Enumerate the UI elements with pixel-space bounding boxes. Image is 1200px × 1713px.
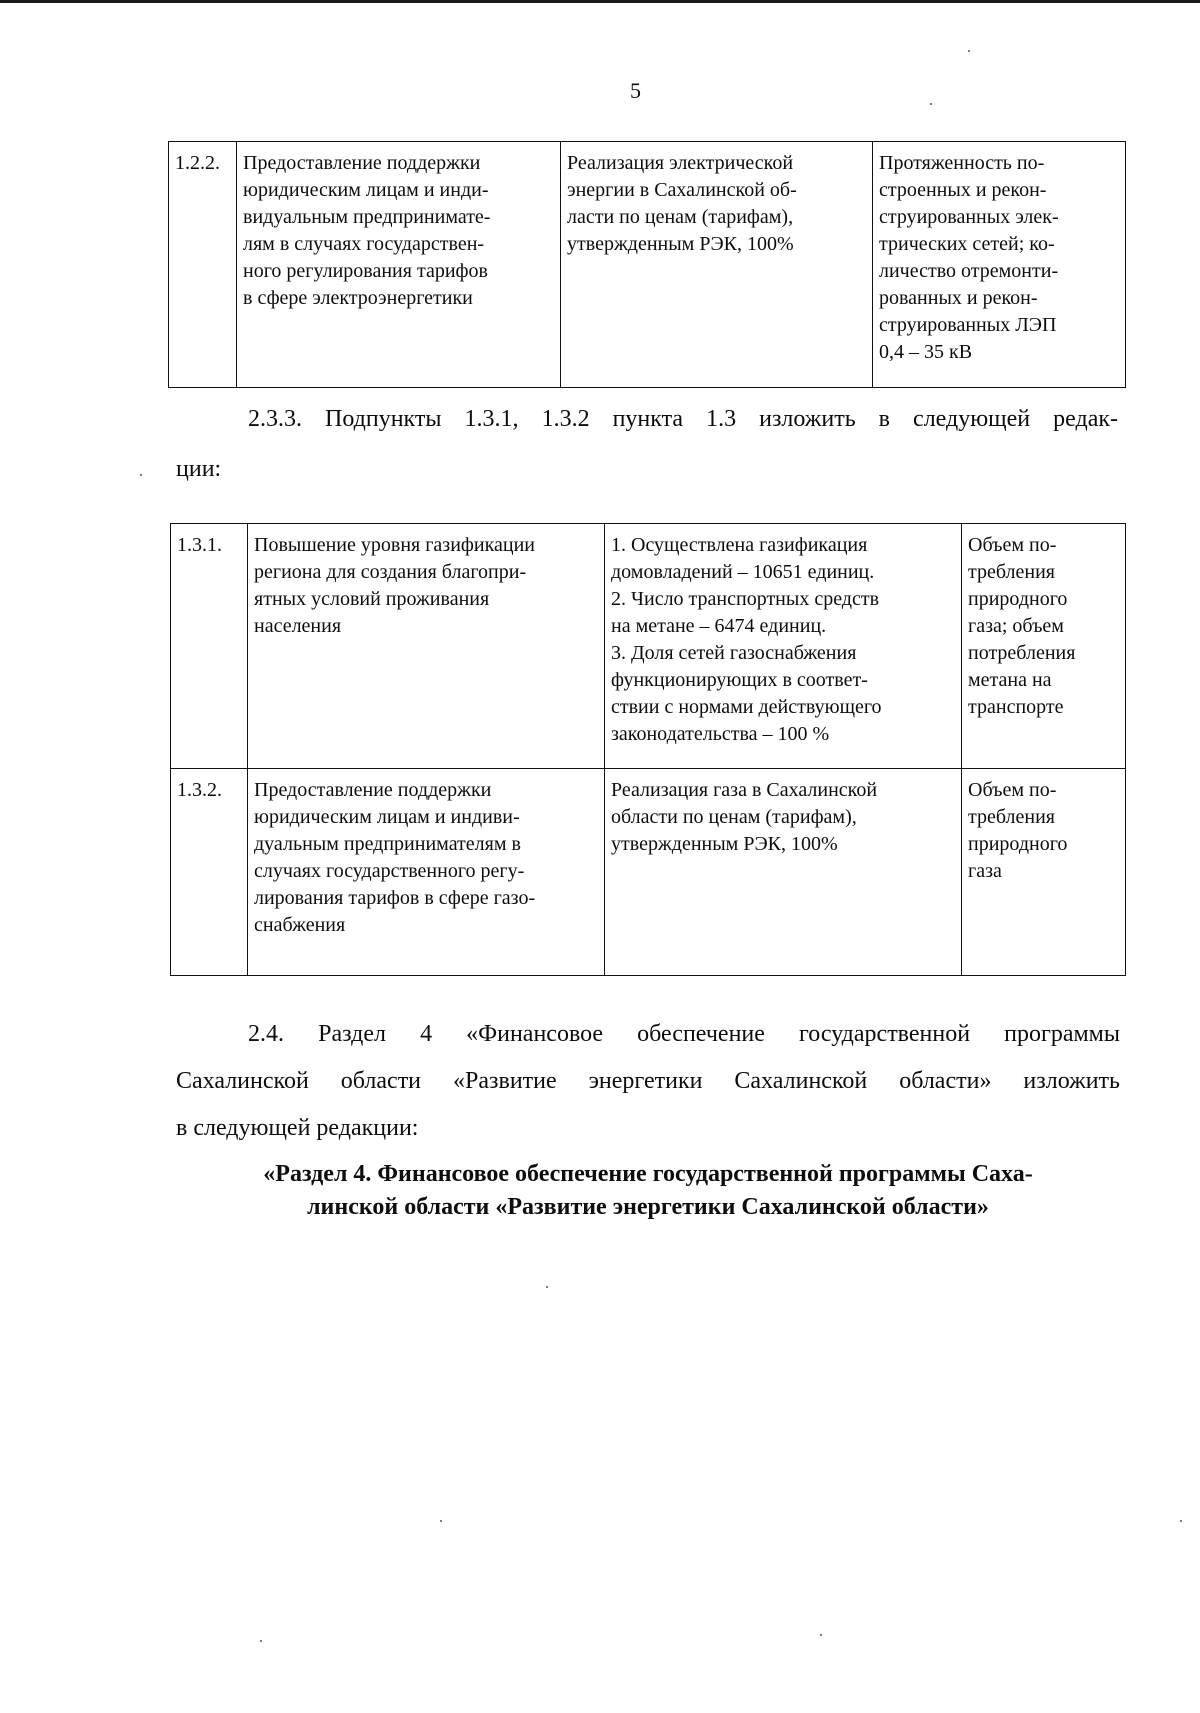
table-row: [171, 524, 1126, 769]
cell-line: 0,4 – 35 кВ: [879, 341, 973, 363]
cell-line: Объем по-: [968, 779, 1057, 801]
cell-indicator: [873, 142, 1126, 388]
cell-line: 3. Доля сетей газоснабжения: [611, 642, 857, 664]
cell-line: видуальным предпринимате-: [243, 206, 491, 228]
cell-line: потребления: [968, 642, 1076, 664]
cell-line: снабжения: [254, 914, 346, 936]
cell-line: требления: [968, 561, 1056, 583]
paragraph-2-3-3-end: ции:: [176, 456, 222, 482]
cell-line: метана на: [968, 669, 1052, 691]
cell-line: области по ценам (тарифам),: [611, 806, 857, 828]
scan-speck: [930, 103, 932, 105]
cell-line: региона для создания благопри-: [254, 561, 527, 583]
scan-speck: [1180, 1520, 1182, 1522]
cell-line: газа: [968, 860, 1002, 882]
scan-speck: [260, 1640, 262, 1642]
cell-line: дуальным предпринимателям в: [254, 833, 521, 855]
cell-line: на метане – 6474 единиц.: [611, 615, 827, 637]
cell-line: утвержденным РЭК, 100%: [611, 833, 838, 855]
cell-line: Предоставление поддержки: [243, 152, 481, 174]
paragraph-2-4: [176, 1011, 1120, 1152]
cell-line: ствии с нормами действующего: [611, 696, 882, 718]
cell-line: личество отремонти-: [879, 260, 1059, 282]
cell-item-number: 1.3.1.: [171, 524, 248, 769]
scan-speck: [968, 50, 970, 52]
cell-line: энергии в Сахалинской об-: [567, 179, 797, 201]
cell-result: [561, 142, 873, 388]
paragraph-line: 2.4. Раздел 4 «Финансовое обеспечение государственной программы: [248, 1021, 1120, 1047]
cell-line: 2. Число транспортных средств: [611, 588, 880, 610]
cell-line: лям в случаях государствен-: [243, 233, 485, 255]
cell-line: Предоставление поддержки: [254, 779, 492, 801]
cell-line: законодательства – 100 %: [611, 723, 830, 745]
table-row: [171, 769, 1126, 976]
cell-line: рованных и рекон-: [879, 287, 1038, 309]
cell-line: функционирующих в соответ-: [611, 669, 868, 691]
cell-line: ласти по ценам (тарифам),: [567, 206, 794, 228]
scan-speck: [546, 1286, 548, 1288]
scan-speck: [140, 474, 142, 476]
cell-line: утвержденным РЭК, 100%: [567, 233, 794, 255]
cell-line: струированных элек-: [879, 206, 1059, 228]
cell-line: ного регулирования тарифов: [243, 260, 488, 282]
cell-line: Протяженность по-: [879, 152, 1045, 174]
scan-speck: [440, 1520, 442, 1522]
cell-line: струированных ЛЭП: [879, 314, 1057, 336]
cell-line: домовладений – 10651 единиц.: [611, 561, 875, 583]
cell-line: трических сетей; ко-: [879, 233, 1055, 255]
page-top-edge: [0, 0, 1200, 3]
cell-line: в сфере электроэнергетики: [243, 287, 473, 309]
cell-line: Повышение уровня газификации: [254, 534, 535, 556]
cell-line: Объем по-: [968, 534, 1057, 556]
cell-line: требления: [968, 806, 1056, 828]
heading-line: «Раздел 4. Финансовое обеспечение государственной программы Саха-: [263, 1161, 1033, 1187]
cell-task: [248, 524, 605, 769]
cell-line: ятных условий проживания: [254, 588, 490, 610]
table-row: [169, 142, 1126, 388]
table-program-1-2: [168, 141, 1126, 388]
cell-line: Реализация электрической: [567, 152, 794, 174]
cell-line: населения: [254, 615, 342, 637]
section-heading: [176, 1158, 1120, 1224]
cell-line: строенных и рекон-: [879, 179, 1047, 201]
cell-line: газа; объем: [968, 615, 1064, 637]
cell-line: 1. Осуществлена газификация: [611, 534, 868, 556]
cell-line: юридическим лицам и индиви-: [254, 806, 520, 828]
cell-task: [237, 142, 561, 388]
cell-line: Реализация газа в Сахалинской: [611, 779, 878, 801]
cell-item-number: 1.3.2.: [171, 769, 248, 976]
cell-line: транспорте: [968, 696, 1064, 718]
scan-speck: [820, 1634, 822, 1636]
heading-line: линской области «Развитие энергетики Сахалинской области»: [307, 1194, 989, 1220]
cell-indicator: [962, 524, 1126, 769]
cell-line: случаях государственного регу-: [254, 860, 525, 882]
cell-line: природного: [968, 833, 1068, 855]
cell-task: [248, 769, 605, 976]
page-number: 5: [630, 78, 641, 103]
paragraph-2-3-3: 2.3.3. Подпункты 1.3.1, 1.3.2 пункта 1.3 изложить в следующей редак-: [248, 406, 1118, 432]
cell-line: природного: [968, 588, 1068, 610]
cell-line: юридическим лицам и инди-: [243, 179, 489, 201]
cell-item-number: 1.2.2.: [169, 142, 237, 388]
cell-indicator: [962, 769, 1126, 976]
cell-result: [605, 769, 962, 976]
cell-result: [605, 524, 962, 769]
cell-line: лирования тарифов в сфере газо-: [254, 887, 536, 909]
table-program-1-3: [170, 523, 1126, 976]
paragraph-line: Сахалинской области «Развитие энергетики Сахалинской области» изложить: [176, 1068, 1120, 1094]
paragraph-line: в следующей редакции:: [176, 1115, 419, 1141]
